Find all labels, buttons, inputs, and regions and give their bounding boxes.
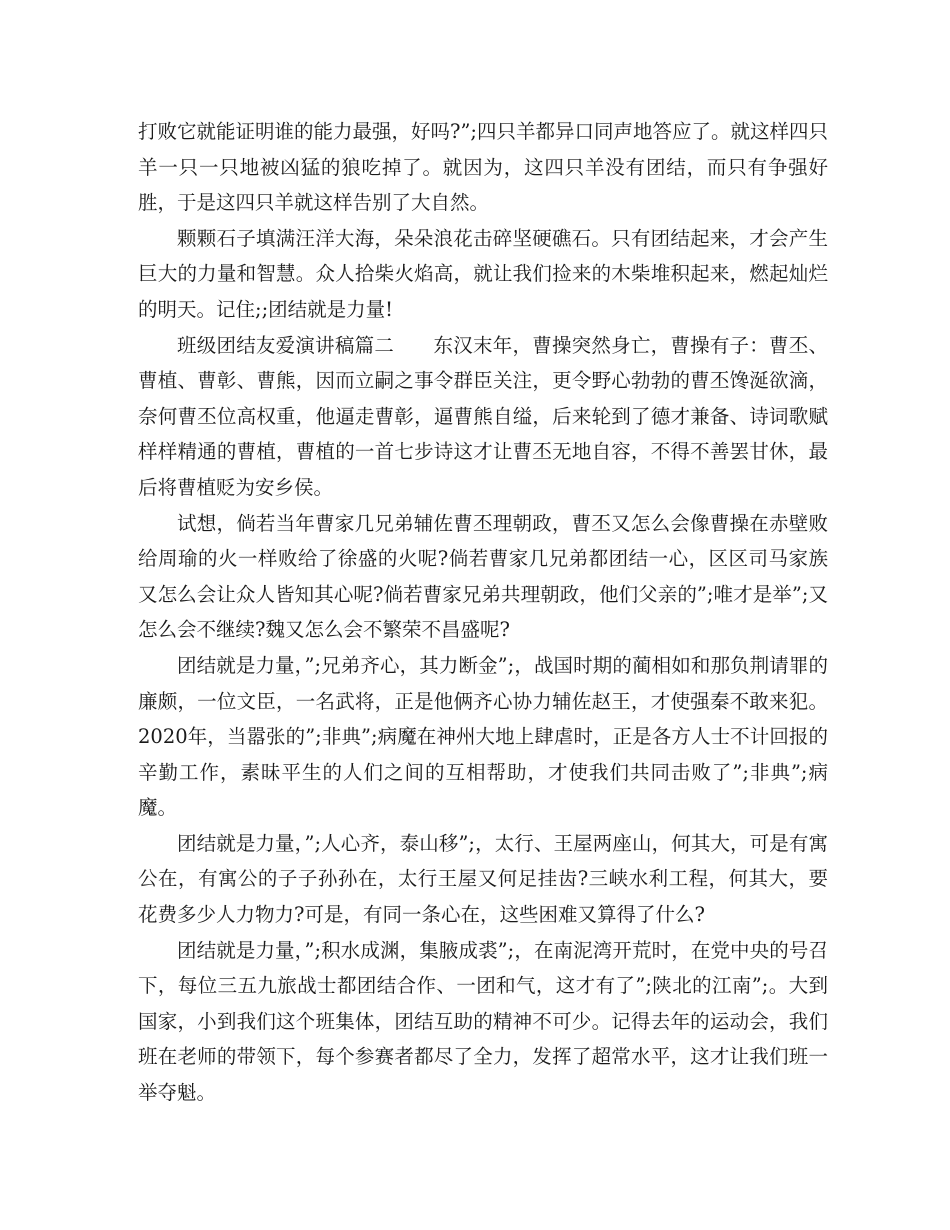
document-page [138,114,828,1111]
paragraph: 颗颗石子填满汪洋大海，朵朵浪花击碎坚硬礁石。只有团结起来，才会产生巨大的力量和智慧。众人拾柴火焰高，就让我们捡来的木柴堆积起来，燃起灿烂的明天。记住;;团结就是力量! [138,226,828,321]
paragraph: 团结就是力量，”;人心齐，泰山移”;，太行、王屋两座山，何其大，可是有寓公在，有寓公的子子孙孙在，太行王屋又何足挂齿?三峡水利工程，何其大，要花费多少人力物力?可是，有同一条心在，这些困难又算得了什么? [138,831,828,927]
paragraph: 班级团结友爱演讲稿篇二 东汉末年，曹操突然身亡，曹操有子：曹丕、曹植、曹彰、曹熊，因而立嗣之事令群臣关注，更令野心勃勃的曹丕馋涎欲滴，奈何曹丕位高权重，他逼走曹彰，逼曹熊自缢，后来轮到了德才兼备、诗词歌赋样样精通的曹植，曹植的一首七步诗这才让曹丕无地自容，不得不善罢甘休，最后将曹植贬为安乡侯。 [138,333,828,499]
paragraph: 打败它就能证明谁的能力最强，好吗?”;四只羊都异口同声地答应了。就这样四只羊一只一只地被凶猛的狼吃掉了。就因为，这四只羊没有团结，而只有争强好胜，于是这四只羊就这样告别了大自然。 [138,120,828,215]
paragraph: 团结就是力量，”;积水成渊，集腋成裘”;，在南泥湾开荒时，在党中央的号召下，每位三五九旅战士都团结合作、一团和气，这才有了”;陕北的江南”;。大到国家，小到我们这个班集体，团结互助的精神不可少。记得去年的运动会，我们班在老师的带领下，每个参赛者都尽了全力，发挥了超常水平，这才让我们班一举夺魁。 [138,938,828,1105]
paragraph: 团结就是力量，”;兄弟齐心，其力断金”;，战国时期的蔺相如和那负荆请罪的廉颇，一位文臣，一名武将，正是他俩齐心协力辅佐赵王，才使强秦不敢来犯。2020年，当嚣张的”;非典”;病魔在神州大地上肆虐时，正是各方人士不计回报的辛勤工作，素昧平生的人们之间的互相帮助，才使我们共同击败了”;非典”;病魔。 [138,653,828,820]
paragraph: 试想，倘若当年曹家几兄弟辅佐曹丕理朝政，曹丕又怎么会像曹操在赤壁败给周瑜的火一样败给了徐盛的火呢?倘若曹家几兄弟都团结一心，区区司马家族又怎么会让众人皆知其心呢?倘若曹家兄弟共理朝政，他们父亲的”;唯才是举”;又怎么会不继续?魏又怎么会不繁荣不昌盛呢? [138,511,828,642]
